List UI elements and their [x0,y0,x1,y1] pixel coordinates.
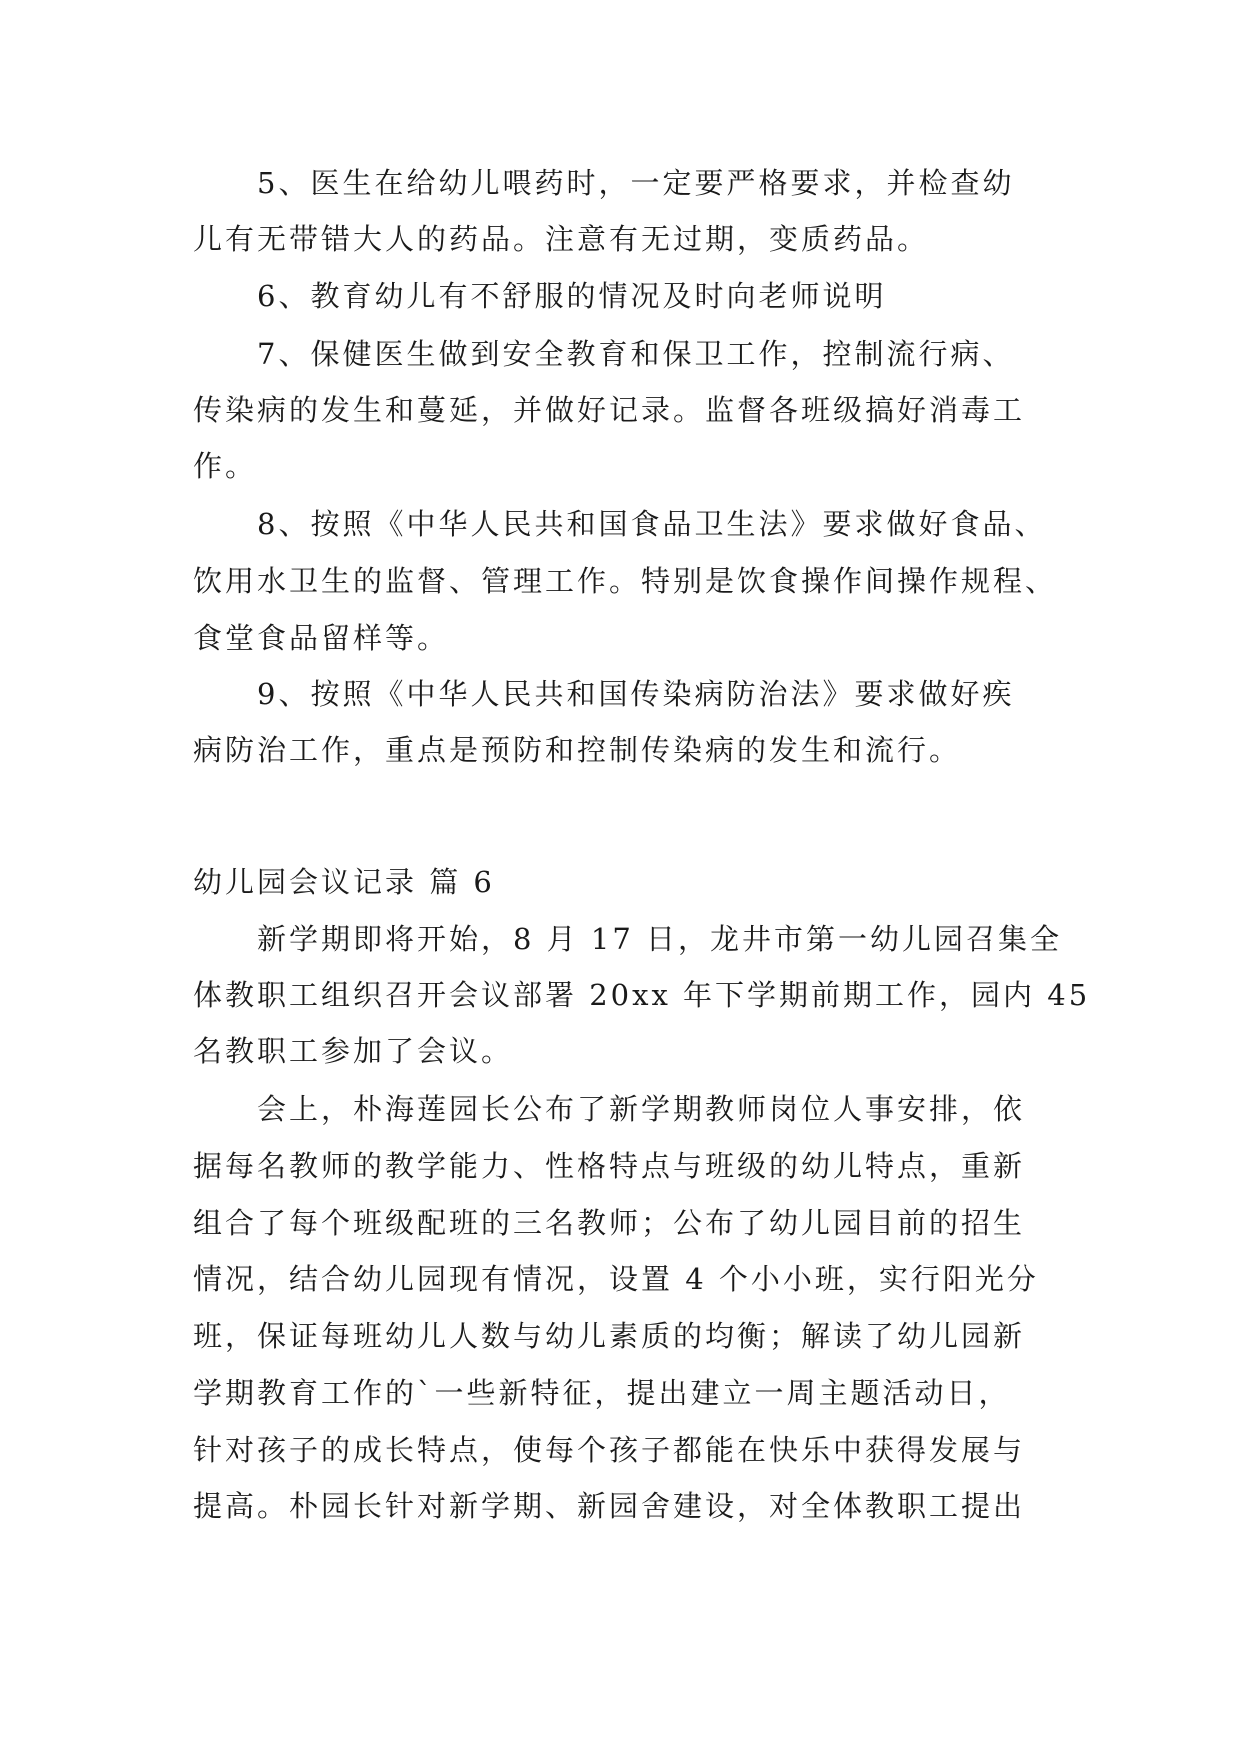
paragraph-line: 据每名教师的教学能力、性格特点与班级的幼儿特点，重新 [193,1149,1026,1183]
paragraph-line: 9、按照《中华人民共和国传染病防治法》要求做好疾 [257,677,1015,711]
paragraph-line: 5、医生在给幼儿喂药时，一定要严格要求，并检查幼 [257,166,1015,200]
paragraph-line: 组合了每个班级配班的三名教师；公布了幼儿园目前的招生 [193,1206,1026,1240]
paragraph-line: 学期教育工作的`一些新特征，提出建立一周主题活动日， [193,1376,1011,1410]
paragraph-line: 体教职工组织召开会议部署 20xx 年下学期前期工作，园内 45 [193,978,1091,1012]
section-heading: 幼儿园会议记录 篇 6 [193,865,495,899]
paragraph-line: 班，保证每班幼儿人数与幼儿素质的均衡；解读了幼儿园新 [193,1319,1026,1353]
paragraph-line: 饮用水卫生的监督、管理工作。特别是饮食操作间操作规程、 [193,564,1058,598]
paragraph-line: 6、教育幼儿有不舒服的情况及时向老师说明 [257,279,887,313]
paragraph-line: 针对孩子的成长特点，使每个孩子都能在快乐中获得发展与 [193,1433,1026,1467]
paragraph-line: 病防治工作，重点是预防和控制传染病的发生和流行。 [193,733,962,767]
paragraph-line: 作。 [193,449,258,483]
paragraph-line: 名教职工参加了会议。 [193,1034,514,1068]
paragraph-line: 8、按照《中华人民共和国食品卫生法》要求做好食品、 [257,507,1047,541]
paragraph-line: 传染病的发生和蔓延，并做好记录。监督各班级搞好消毒工 [193,393,1026,427]
paragraph-line: 会上，朴海莲园长公布了新学期教师岗位人事安排，依 [257,1092,1026,1126]
paragraph-line: 情况，结合幼儿园现有情况，设置 4 个小小班，实行阳光分 [193,1262,1039,1296]
paragraph-line: 新学期即将开始，8 月 17 日，龙井市第一幼儿园召集全 [257,922,1063,956]
paragraph-line: 儿有无带错大人的药品。注意有无过期，变质药品。 [193,222,930,256]
paragraph-line: 提高。朴园长针对新学期、新园舍建设，对全体教职工提出 [193,1489,1026,1523]
paragraph-line: 食堂食品留样等。 [193,621,450,655]
paragraph-line: 7、保健医生做到安全教育和保卫工作，控制流行病、 [257,337,1015,371]
